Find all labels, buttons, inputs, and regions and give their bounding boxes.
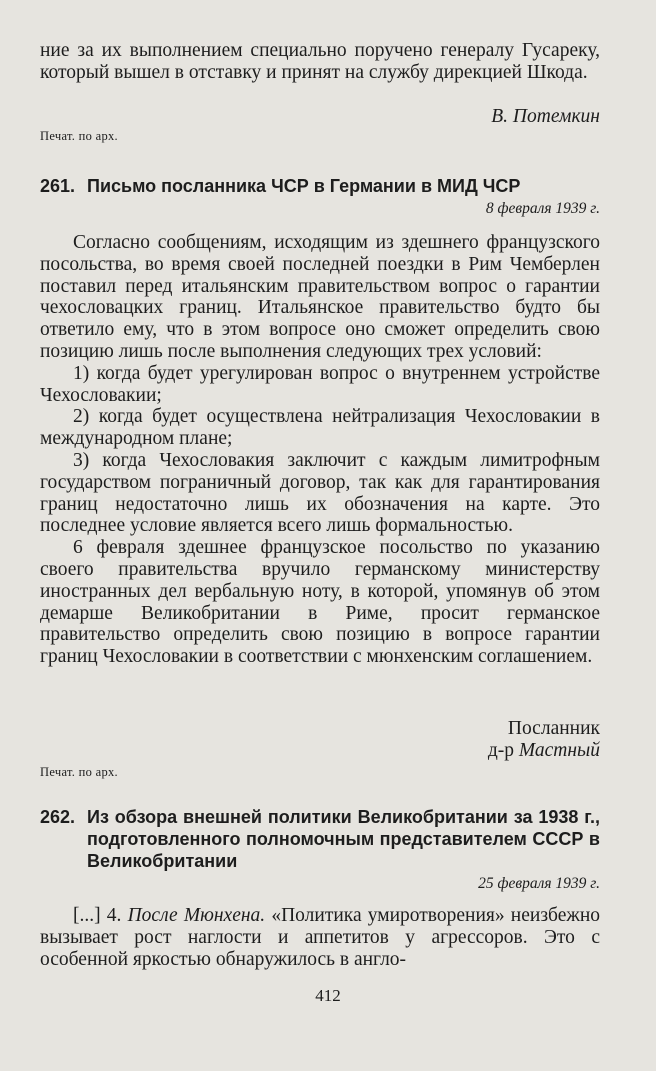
doc-261-date: 8 февраля 1939 г. [485, 200, 600, 217]
continued-text [40, 40, 600, 84]
doc-262-number: 262. [40, 807, 76, 827]
top-paragraph: ние за их выполнением специально поручено генералу Гусареку, который вышел в отставку и принят на службу дирекцией Шкода. [40, 40, 600, 83]
top-signature: В. Потемкин [491, 106, 600, 127]
doc-262-heading [40, 806, 600, 872]
page-number: 412 [315, 986, 341, 1005]
doc-261-condition-1: 1) когда будет урегулирован вопрос о внутреннем устройстве Чехословакии; [40, 362, 600, 406]
top-source-note: Печат. по арх. [40, 129, 118, 143]
doc-261-body [40, 232, 600, 668]
doc-262-lead: [...] 4. [73, 905, 122, 926]
doc-262-body [40, 905, 600, 970]
doc-261-sender [40, 740, 600, 762]
doc-261-number: 261. [40, 176, 76, 196]
doc-262-section-title: После Мюнхена. [127, 905, 266, 926]
doc-261-condition-3: 3) когда Чехословакия заключит с каждым лимитрофным государством пограничный договор, так как для гарантирования границ недостаточно лишь их обозначения на карте. Это последнее условие является всего лишь формальностью. [40, 449, 600, 537]
doc-261-sender-prefix: д-р [487, 740, 515, 761]
doc-261-condition-2: 2) когда будет осуществлена нейтрализация Чехословакии в международном плане; [40, 406, 600, 450]
doc-262-title: Из обзора внешней политики Великобритании за 1938 г., подготовленного полномочным представителем СССР в Великобритании [87, 807, 600, 871]
doc-262-paragraph [40, 905, 600, 970]
doc-261-paragraph: 6 февраля здешнее французское посольство по указанию своего правительства вручило германскому министерству иностранных дел вербальную ноту, в которой, упомянув об этом демарше Великобритании в Риме, просит германское правительство определить свою позицию в вопросе гарантии границ Чехословакии в соответствии с мюнхенским соглашением. [40, 537, 600, 668]
doc-261-sender-name: Мастный [518, 740, 600, 761]
doc-262-date: 25 февраля 1939 г. [478, 875, 600, 892]
doc-261-heading [40, 175, 600, 197]
doc-261-source-note: Печат. по арх. [40, 765, 118, 779]
doc-261-title: Письмо посланника ЧСР в Германии в МИД ЧСР [87, 176, 521, 196]
doc-261-paragraph: Согласно сообщениям, исходящим из здешнего французского посольства, во время своей последней поездки в Рим Чемберлен поставил перед итальянским правительством вопрос о гарантии чехословацких границ. Итальянское правительство будто бы ответило ему, что в этом вопросе оно сможет определить свою позицию лишь после выполнения следующих трех условий: [40, 232, 600, 362]
doc-261-sender-title: Посланник [507, 718, 600, 739]
doc-262-text: «Политика умиротворения» неизбежно вызывает рост наглости и аппетитов у агрессоров. Это с особенной яркостью обнаружилось в англо- [40, 905, 601, 970]
